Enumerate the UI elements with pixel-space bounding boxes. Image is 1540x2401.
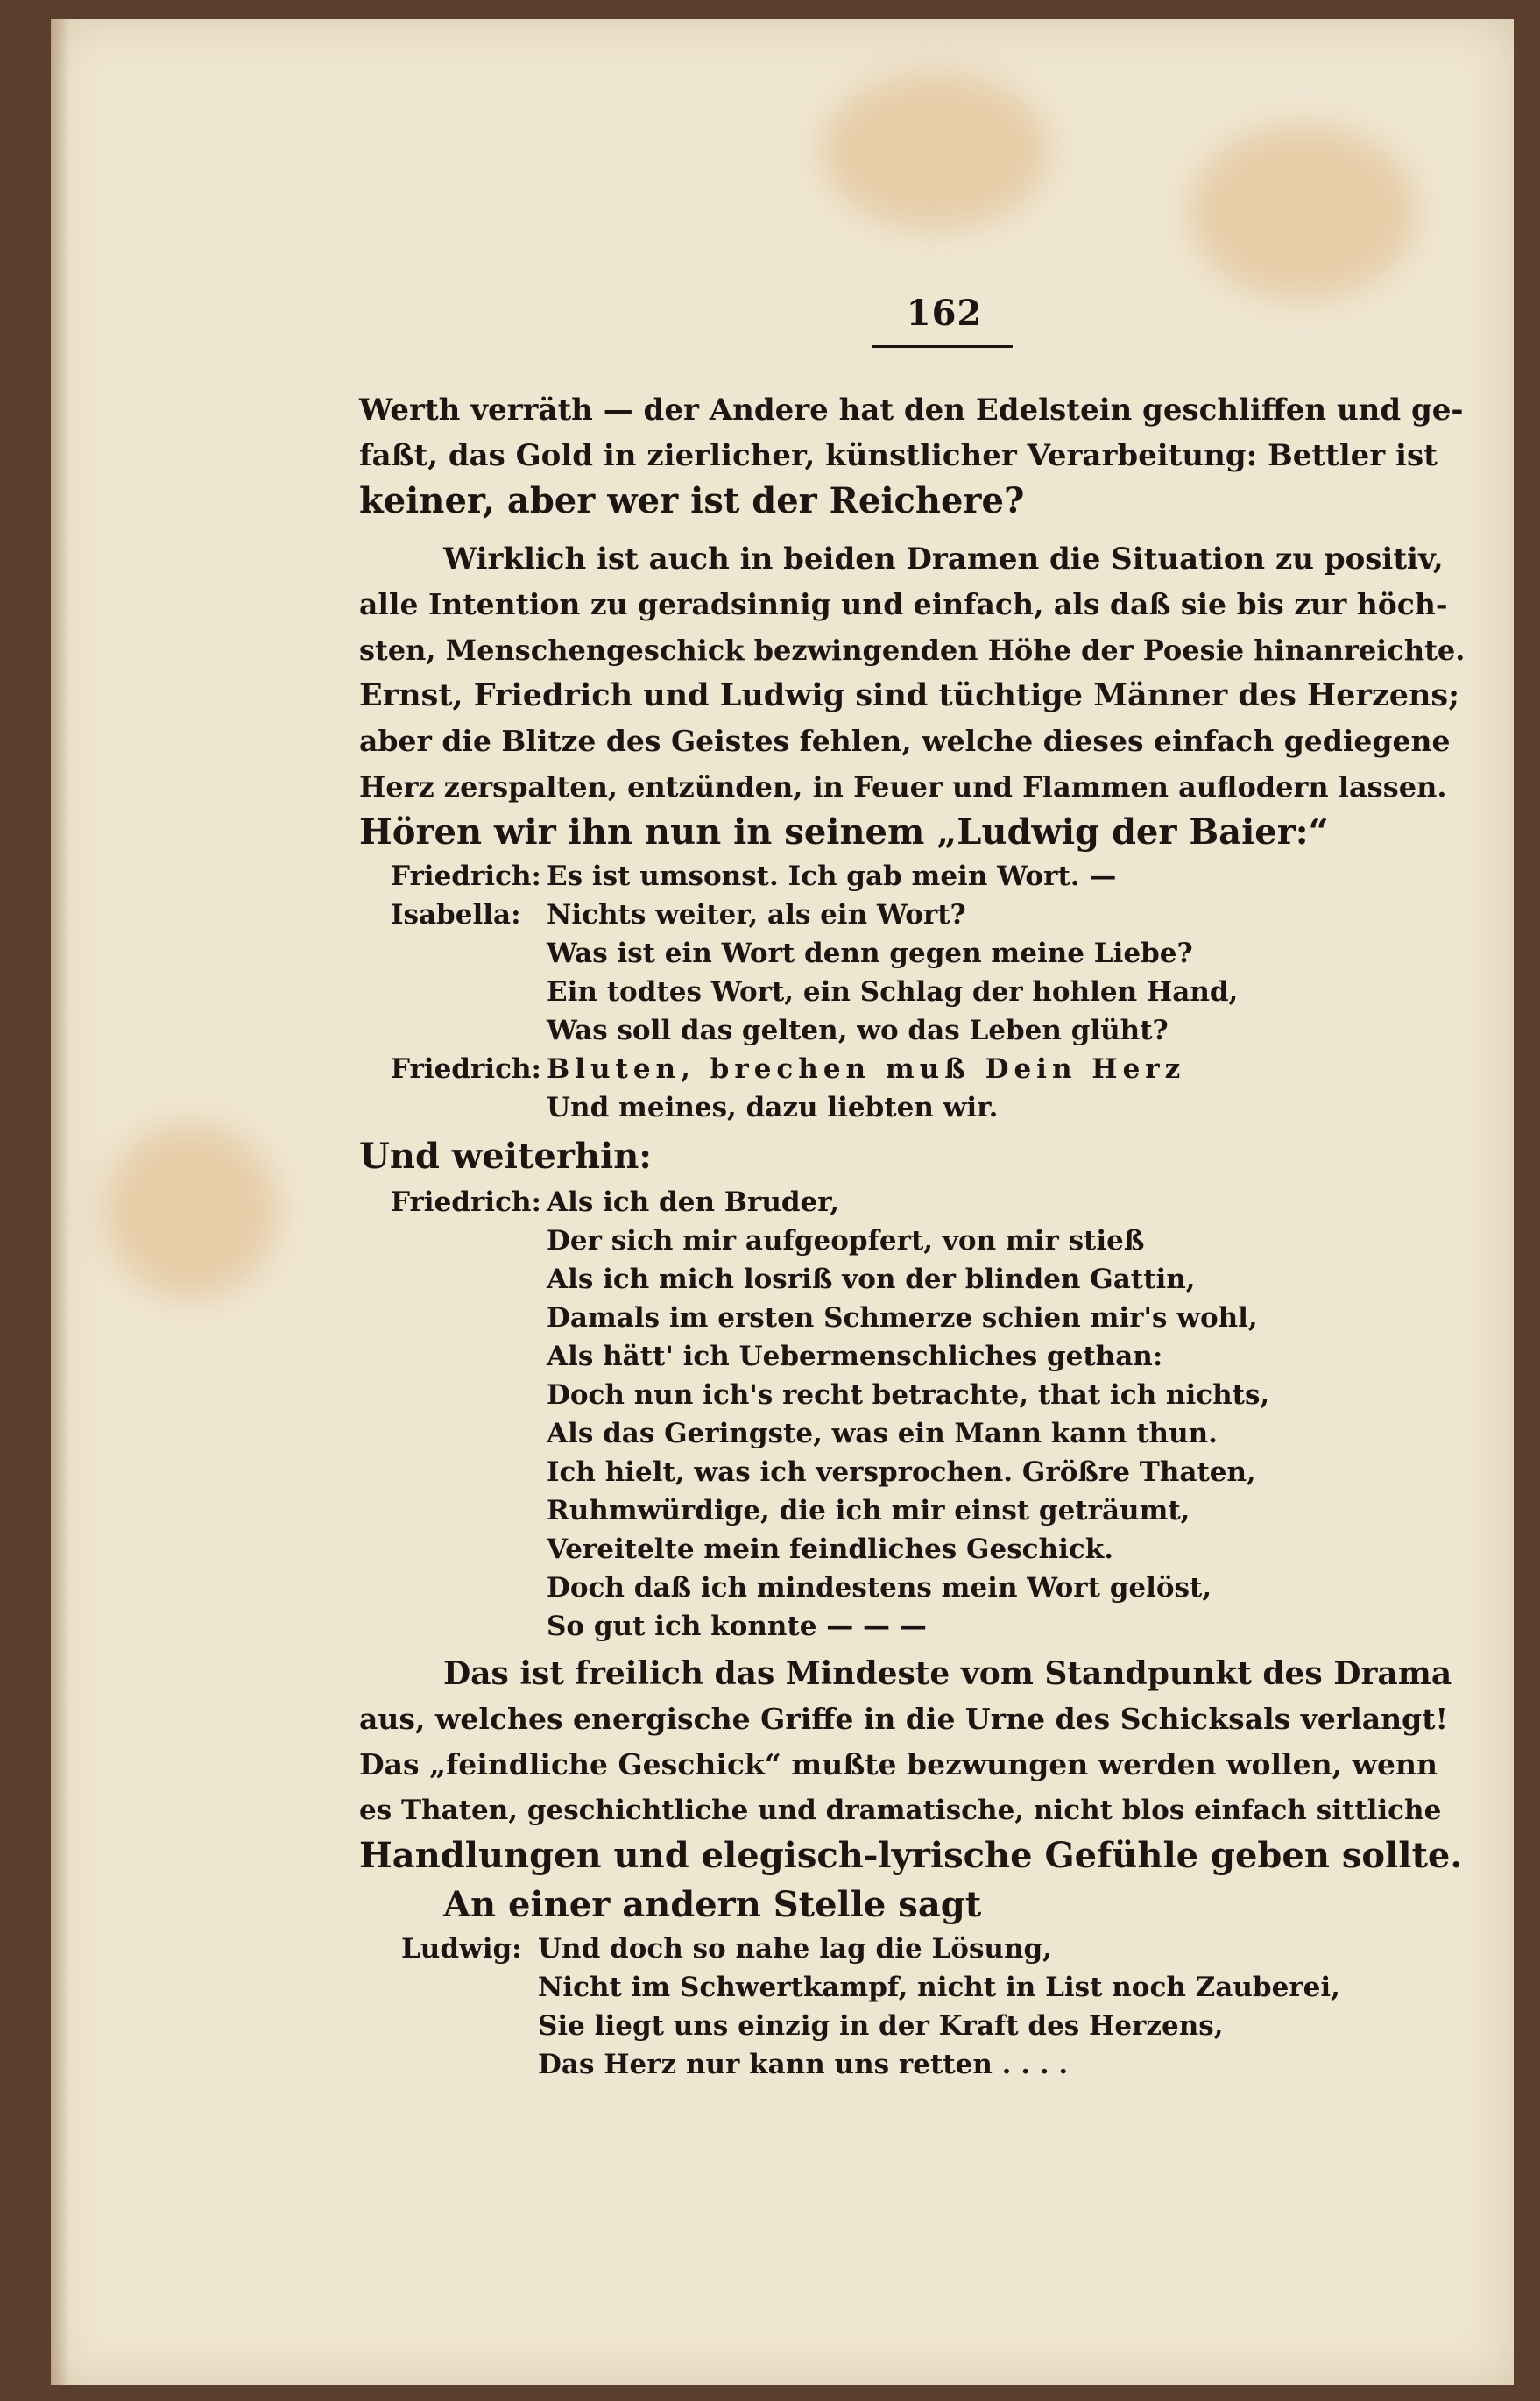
verse-line: Ruhmwürdige, die ich mir einst geträumt,: [547, 1495, 1190, 1526]
verse-line: Und doch so nahe lag die Lösung,: [538, 1933, 1052, 1965]
paragraph-line: Werth verräth — der Andere hat den Edelstein geschliffen und ge-: [359, 393, 1464, 428]
speaker-label: Ludwig:: [401, 1933, 522, 1965]
paragraph-line: Handlungen und elegisch-lyrische Gefühle geben sollte.: [359, 1835, 1463, 1876]
verse-line: Nicht im Schwertkampf, nicht in List noch Zauberei,: [538, 1972, 1340, 2003]
transition-line: Und weiterhin:: [359, 1136, 653, 1177]
page-text: [51, 19, 1514, 2385]
transition-line: An einer andern Stelle sagt: [443, 1884, 982, 1925]
verse-line: Und meines, dazu liebten wir.: [547, 1092, 999, 1123]
verse-line: Als hätt' ich Uebermenschliches gethan:: [547, 1341, 1163, 1372]
paragraph-line: Hören wir ihn nun in seinem „Ludwig der Baier:“: [359, 811, 1329, 853]
verse-line: Als ich den Bruder,: [547, 1186, 840, 1218]
paragraph-line: sten, Menschengeschick bezwingenden Höhe der Poesie hinanreichte.: [359, 634, 1466, 667]
speaker-label: Friedrich:: [391, 861, 541, 892]
paragraph-line: Das ist freilich das Mindeste vom Standpunkt des Drama: [443, 1655, 1452, 1692]
paragraph-line: keiner, aber wer ist der Reichere?: [359, 480, 1025, 521]
verse-line: Als das Geringste, was ein Mann kann thun.: [547, 1418, 1218, 1449]
paragraph-line: Ernst, Friedrich und Ludwig sind tüchtige Männer des Herzens;: [359, 677, 1460, 713]
page-number-rule: [872, 345, 1013, 348]
verse-line: Damals im ersten Schmerze schien mir's wohl,: [547, 1302, 1258, 1334]
paragraph-line: es Thaten, geschichtliche und dramatische, nicht blos einfach sittliche: [359, 1795, 1442, 1826]
paragraph-line: Herz zerspalten, entzünden, in Feuer und Flammen auflodern lassen.: [359, 770, 1447, 804]
verse-line: Ein todtes Wort, ein Schlag der hohlen Hand,: [547, 976, 1239, 1008]
paragraph-line: Das „feindliche Geschick“ mußte bezwungen werden wollen, wenn: [359, 1747, 1438, 1781]
speaker-label: Friedrich:: [391, 1053, 541, 1085]
page-number: 162: [906, 293, 983, 334]
speaker-label: Friedrich:: [391, 1186, 541, 1218]
verse-line: Ich hielt, was ich versprochen. Größre Thaten,: [547, 1456, 1256, 1488]
verse-line: Was ist ein Wort denn gegen meine Liebe?: [547, 938, 1193, 969]
verse-line: Der sich mir aufgeopfert, von mir stieß: [547, 1225, 1145, 1257]
verse-line: Als ich mich losriß von der blinden Gattin,: [547, 1264, 1196, 1295]
verse-line: Vereitelte mein feindliches Geschick.: [547, 1533, 1114, 1565]
paragraph-line: aber die Blitze des Geistes fehlen, welche dieses einfach gediegene: [359, 724, 1451, 758]
verse-line: Doch nun ich's recht betrachte, that ich nichts,: [547, 1379, 1270, 1411]
verse-line: Es ist umsonst. Ich gab mein Wort. —: [547, 861, 1117, 892]
paragraph-line: faßt, das Gold in zierlicher, künstlicher Verarbeitung: Bettler ist: [359, 438, 1438, 473]
verse-line: Was soll das gelten, wo das Leben glüht?: [547, 1015, 1169, 1046]
verse-line: Bluten, brechen muß Dein Herz: [547, 1053, 1186, 1085]
verse-line: Das Herz nur kann uns retten . . . .: [538, 2049, 1069, 2080]
paragraph-line: Wirklich ist auch in beiden Dramen die Situation zu positiv,: [443, 542, 1444, 577]
verse-line: Doch daß ich mindestens mein Wort gelöst,: [547, 1572, 1212, 1604]
book-page: [51, 19, 1514, 2385]
verse-line: Sie liegt uns einzig in der Kraft des Herzens,: [538, 2010, 1224, 2042]
paragraph-line: alle Intention zu geradsinnig und einfach, als daß sie bis zur höch-: [359, 587, 1448, 621]
verse-line: Nichts weiter, als ein Wort?: [547, 899, 966, 931]
speaker-label: Isabella:: [391, 899, 521, 931]
verse-line: So gut ich konnte — — —: [547, 1611, 927, 1642]
paragraph-line: aus, welches energische Griffe in die Urne des Schicksals verlangt!: [359, 1702, 1448, 1736]
